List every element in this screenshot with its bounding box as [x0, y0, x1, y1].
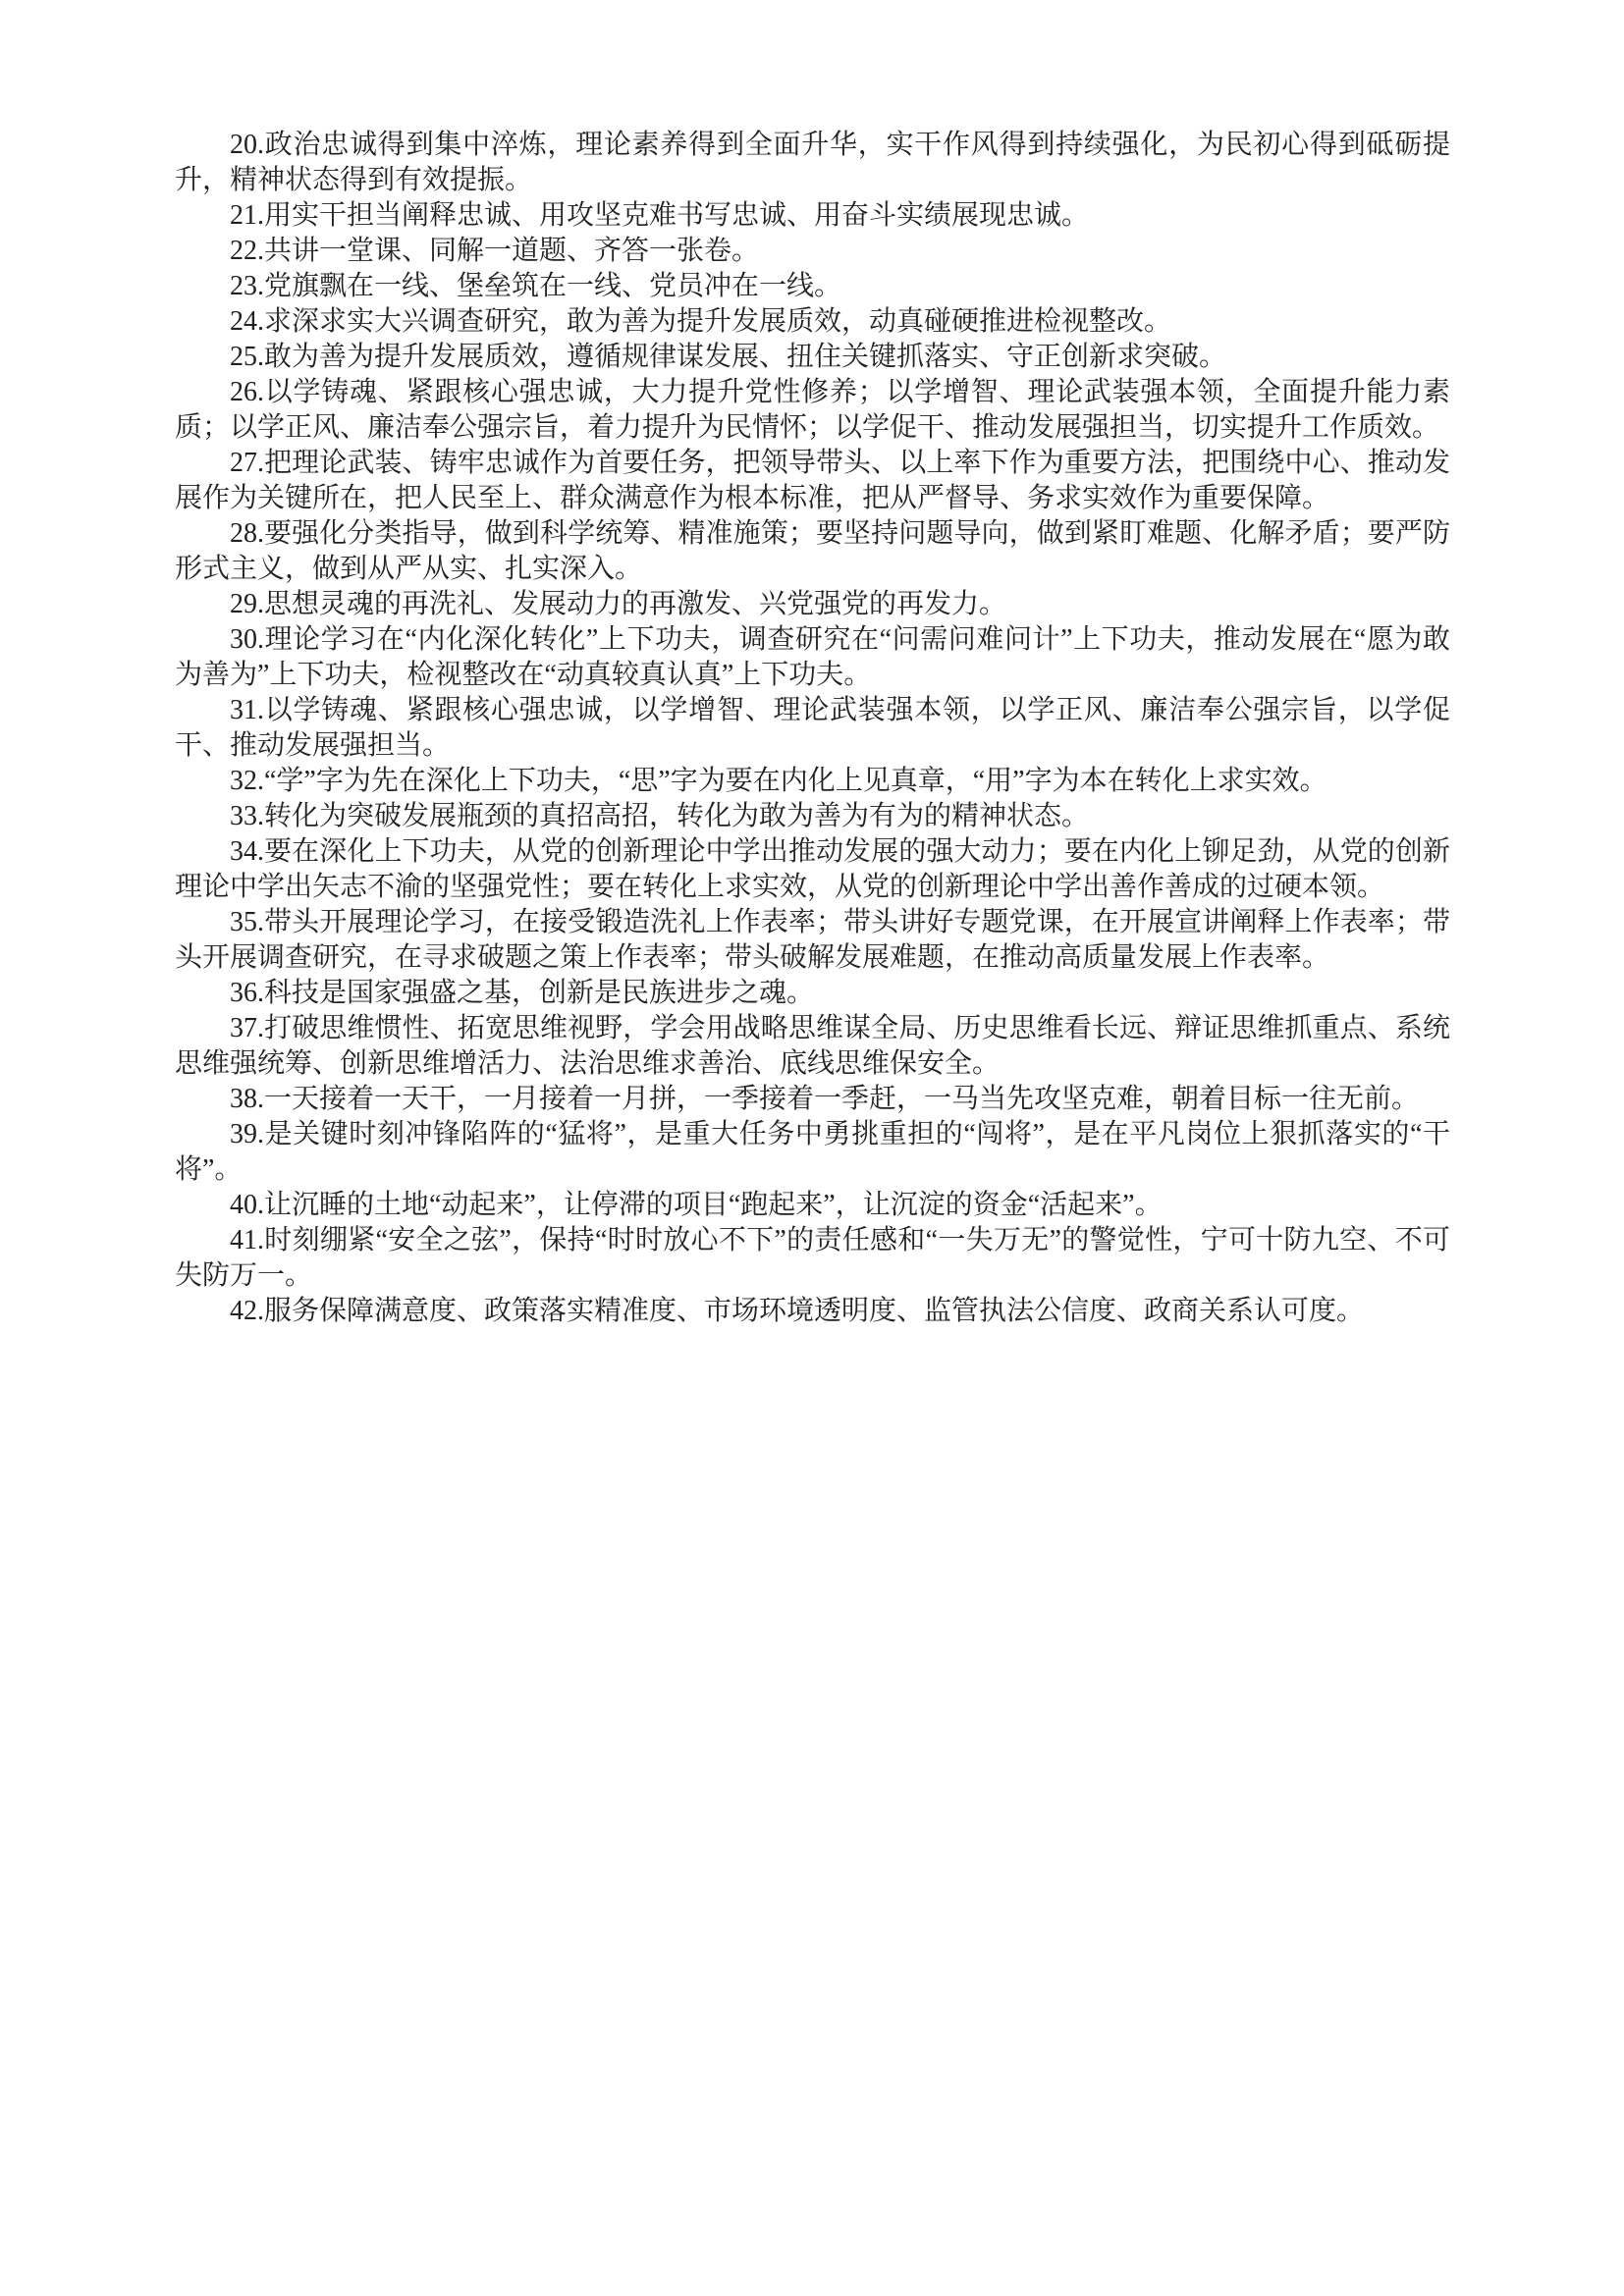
- paragraph-list: [175, 128, 1450, 1329]
- paragraph: 35.带头开展理论学习，在接受锻造洗礼上作表率；带头讲好专题党课，在开展宣讲阐释上作表率；带头开展调查研究，在寻求破题之策上作表率；带头破解发展难题，在推动高质量发展上作表率。: [175, 907, 1450, 973]
- paragraph: 26.以学铸魂、紧跟核心强忠诚，大力提升党性修养；以学增智、理论武装强本领，全面提升能力素质；以学正风、廉洁奉公强宗旨，着力提升为民情怀；以学促干、推动发展强担当，切实提升工作质效。: [175, 377, 1450, 443]
- paragraph: 20.政治忠诚得到集中淬炼，理论素养得到全面升华，实干作风得到持续强化，为民初心得到砥砺提升，精神状态得到有效提振。: [175, 130, 1450, 195]
- paragraph: 37.打破思维惯性、拓宽思维视野，学会用战略思维谋全局、历史思维看长远、辩证思维抓重点、系统思维强统筹、创新思维增活力、法治思维求善治、底线思维保安全。: [175, 1013, 1450, 1079]
- paragraph: 24.求深求实大兴调查研究，敢为善为提升发展质效，动真碰硬推进检视整改。: [230, 306, 1172, 337]
- paragraph: 27.把理论武装、铸牢忠诚作为首要任务，把领导带头、以上率下作为重要方法，把围绕中心、推动发展作为关键所在，把人民至上、群众满意作为根本标准，把从严督导、务求实效作为重要保障。: [175, 448, 1450, 513]
- paragraph: 22.共讲一堂课、同解一道题、齐答一张卷。: [230, 236, 760, 266]
- paragraph: 29.思想灵魂的再洗礼、发展动力的再激发、兴党强党的再发力。: [230, 589, 1007, 619]
- paragraph: 34.要在深化上下功夫，从党的创新理论中学出推动发展的强大动力；要在内化上铆足劲，从党的创新理论中学出矢志不渝的坚强党性；要在转化上求实效，从党的创新理论中学出善作善成的过硬本领。: [175, 836, 1450, 902]
- paragraph: 36.科技是国家强盛之基，创新是民族进步之魂。: [230, 978, 815, 1008]
- paragraph: 32.“学”字为先在深化上下功夫，“思”字为要在内化上见真章，“用”字为本在转化上求实效。: [230, 766, 1327, 796]
- paragraph: 30.理论学习在“内化深化转化”上下功夫，调查研究在“问需问难问计”上下功夫，推动发展在“愿为敢为善为”上下功夫，检视整改在“动真较真认真”上下功夫。: [175, 624, 1450, 690]
- paragraph: 31.以学铸魂、紧跟核心强忠诚，以学增智、理论武装强本领，以学正风、廉洁奉公强宗旨，以学促干、推动发展强担当。: [175, 695, 1450, 761]
- paragraph: 25.敢为善为提升发展质效，遵循规律谋发展、扭住关键抓落实、守正创新求突破。: [230, 342, 1227, 372]
- paragraph: 33.转化为突破发展瓶颈的真招高招，转化为敢为善为有为的精神状态。: [230, 801, 1090, 831]
- paragraph: 41.时刻绷紧“安全之弦”，保持“时时放心不下”的责任感和“一失万无”的警觉性，宁可十防九空、不可失防万一。: [175, 1225, 1450, 1291]
- paragraph: 38.一天接着一天干，一月接着一月拼，一季接着一季赶，一马当先攻坚克难，朝着目标一往无前。: [230, 1084, 1420, 1114]
- paragraph: 42.服务保障满意度、政策落实精准度、市场环境透明度、监管执法公信度、政商关系认可度。: [230, 1296, 1365, 1326]
- paragraph: 21.用实干担当阐释忠诚、用攻坚克难书写忠诚、用奋斗实绩展现忠诚。: [230, 200, 1090, 231]
- paragraph: 23.党旗飘在一线、堡垒筑在一线、党员冲在一线。: [230, 271, 842, 301]
- paragraph: 40.让沉睡的土地“动起来”，让停滞的项目“跑起来”，让沉淀的资金“活起来”。: [230, 1190, 1163, 1220]
- paragraph: 28.要强化分类指导，做到科学统筹、精准施策；要坚持问题导向，做到紧盯难题、化解矛盾；要严防形式主义，做到从严从实、扎实深入。: [175, 518, 1450, 584]
- paragraph: 39.是关键时刻冲锋陷阵的“猛将”，是重大任务中勇挑重担的“闯将”，是在平凡岗位上狠抓落实的“干将”。: [175, 1119, 1450, 1185]
